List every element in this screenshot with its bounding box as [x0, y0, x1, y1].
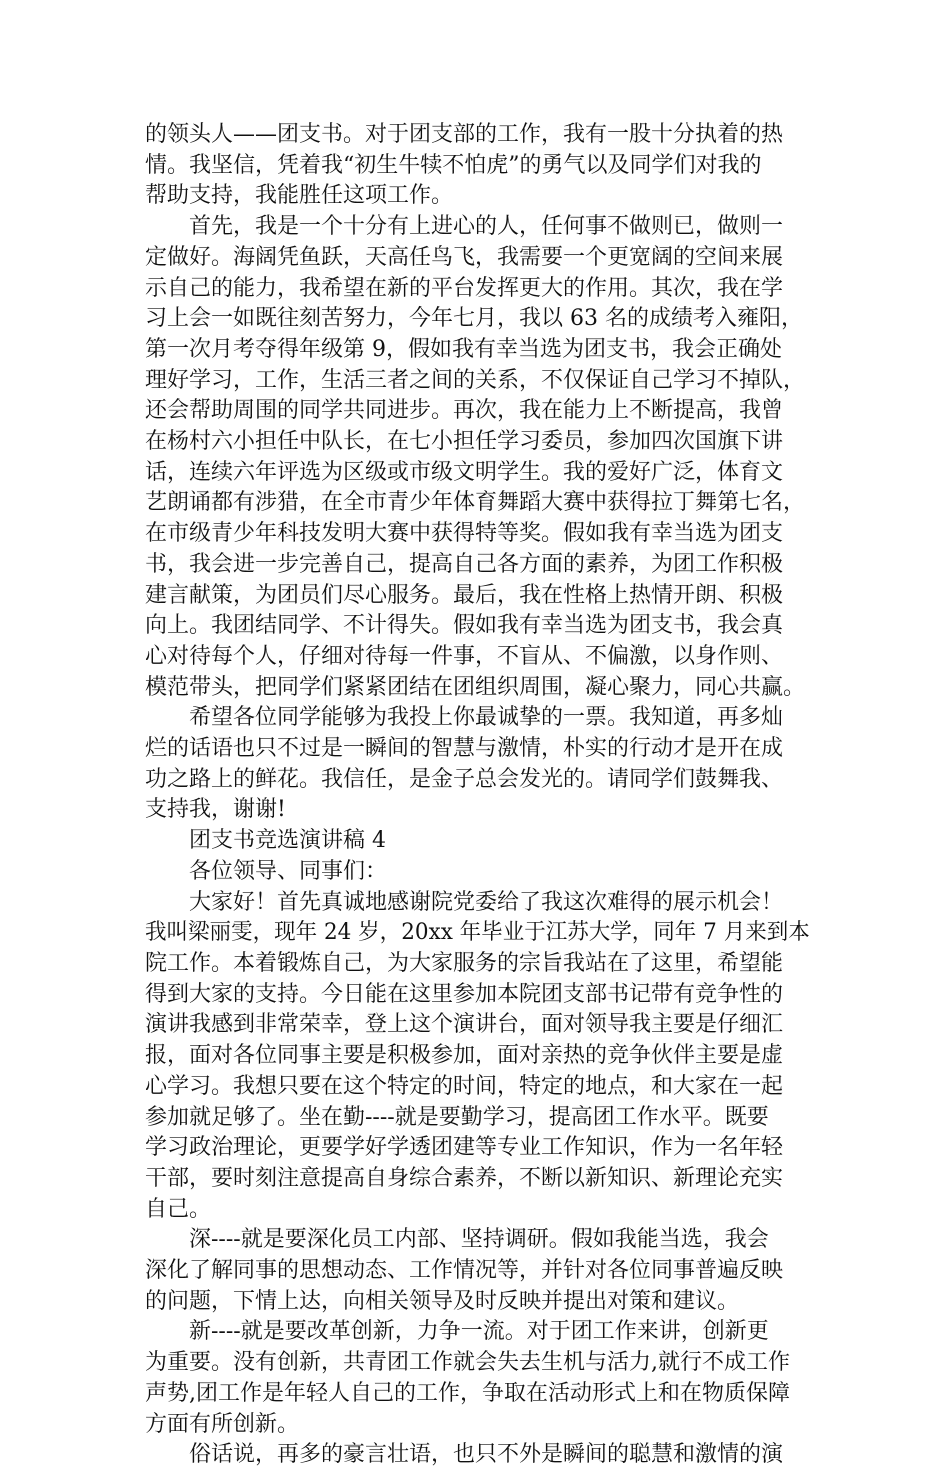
text-line: 习上会一如既往刻苦努力，今年七月，我以 63 名的成绩考入雍阳，: [145, 306, 803, 332]
text-line: 还会帮助周围的同学共同进步。再次，我在能力上不断提高，我曾: [145, 398, 784, 424]
text-line: 干部，要时刻注意提高自身综合素养，不断以新知识、新理论充实: [145, 1165, 784, 1191]
text-line: 为重要。没有创新，共青团工作就会失去生机与活力,就行不成工作: [145, 1350, 790, 1376]
text-line: 烂的话语也只不过是一瞬间的智慧与激情，朴实的行动才是开在成: [145, 736, 784, 762]
text-line: 心学习。我想只要在这个特定的时间，特定的地点，和大家在一起: [145, 1073, 784, 1099]
text-line: 深----就是要深化员工内部、坚持调研。假如我能当选，我会: [145, 1227, 769, 1253]
text-line: 模范带头，把同学们紧紧团结在团组织周围，凝心聚力，同心共赢。: [145, 674, 806, 700]
text-line: 声势,团工作是年轻人自己的工作，争取在活动形式上和在物质保障: [145, 1380, 790, 1406]
text-line: 定做好。海阔凭鱼跃，天高任鸟飞，我需要一个更宽阔的空间来展: [145, 244, 784, 270]
text-line: 深化了解同事的思想动态、工作情况等，并针对各位同事普遍反映: [145, 1258, 784, 1284]
text-line: 书，我会进一步完善自己，提高自己各方面的素养，为团工作积极: [145, 551, 784, 577]
text-line: 院工作。本着锻炼自己，为大家服务的宗旨我站在了这里，希望能: [145, 950, 784, 976]
text-line: 艺朗诵都有涉猎，在全市青少年体育舞蹈大赛中获得拉丁舞第七名，: [145, 490, 806, 516]
text-line: 报，面对各位同事主要是积极参加，面对亲热的竞争伙伴主要是虚: [145, 1043, 784, 1069]
text-line: 在杨村六小担任中队长，在七小担任学习委员，参加四次国旗下讲: [145, 429, 784, 455]
text-line: 新----就是要改革创新，力争一流。对于团工作来讲，创新更: [145, 1319, 769, 1345]
text-line: 支持我，谢谢!: [145, 797, 286, 823]
text-line: 的问题，下情上达，向相关领导及时反映并提出对策和建议。: [145, 1288, 740, 1314]
text-line: 参加就足够了。坐在勤----就是要勤学习，提高团工作水平。既要: [145, 1104, 769, 1130]
text-line: 俗话说，再多的豪言壮语，也只不外是瞬间的聪慧和激情的演: [145, 1442, 784, 1468]
document-body-text: [145, 120, 810, 1471]
text-line: 得到大家的支持。今日能在这里参加本院团支部书记带有竞争性的: [145, 981, 784, 1007]
text-line: 在市级青少年科技发明大赛中获得特等奖。假如我有幸当选为团支: [145, 521, 784, 547]
text-line: 大家好！首先真诚地感谢院党委给了我这次难得的展示机会！: [145, 889, 784, 915]
text-line: 首先，我是一个十分有上进心的人，任何事不做则已，做则一: [145, 214, 784, 240]
text-line: 建言献策，为团员们尽心服务。最后，我在性格上热情开朗、积极: [145, 582, 784, 608]
text-line: 演讲我感到非常荣幸，登上这个演讲台，面对领导我主要是仔细汇: [145, 1012, 784, 1038]
text-line: 向上。我团结同学、不计得失。假如我有幸当选为团支书，我会真: [145, 613, 784, 639]
text-line: 的领头人——团支书。对于团支部的工作，我有一股十分执着的热: [145, 122, 784, 147]
text-line: 理好学习，工作，生活三者之间的关系，不仅保证自己学习不掉队，: [145, 367, 806, 393]
text-line: 第一次月考夺得年级第 9，假如我有幸当选为团支书，我会正确处: [145, 336, 782, 362]
text-line: 自己。: [145, 1196, 212, 1222]
text-line: 学习政治理论，更要学好学透团建等专业工作知识，作为一名年轻: [145, 1135, 784, 1161]
text-line: 示自己的能力，我希望在新的平台发挥更大的作用。其次，我在学: [145, 275, 784, 301]
text-line: 帮助支持，我能胜任这项工作。: [145, 183, 454, 209]
text-line: 团支书竞选演讲稿 4: [145, 828, 386, 854]
text-line: 情。我坚信，凭着我“初生牛犊不怕虎”的勇气以及同学们对我的: [145, 152, 762, 178]
text-line: 话，连续六年评选为区级或市级文明学生。我的爱好广泛，体育文: [145, 459, 784, 485]
text-line: 心对待每个人，仔细对待每一件事，不盲从、不偏激，以身作则、: [145, 643, 784, 669]
text-line: 希望各位同学能够为我投上你最诚挚的一票。我知道，再多灿: [145, 705, 784, 731]
text-line: 我叫梁丽雯，现年 24 岁，20xx 年毕业于江苏大学，同年 7 月来到本: [145, 920, 810, 946]
text-line: 功之路上的鲜花。我信任，是金子总会发光的。请同学们鼓舞我、: [145, 766, 784, 792]
text-line: 各位领导、同事们：: [145, 858, 388, 884]
text-line: 方面有所创新。: [145, 1411, 300, 1437]
